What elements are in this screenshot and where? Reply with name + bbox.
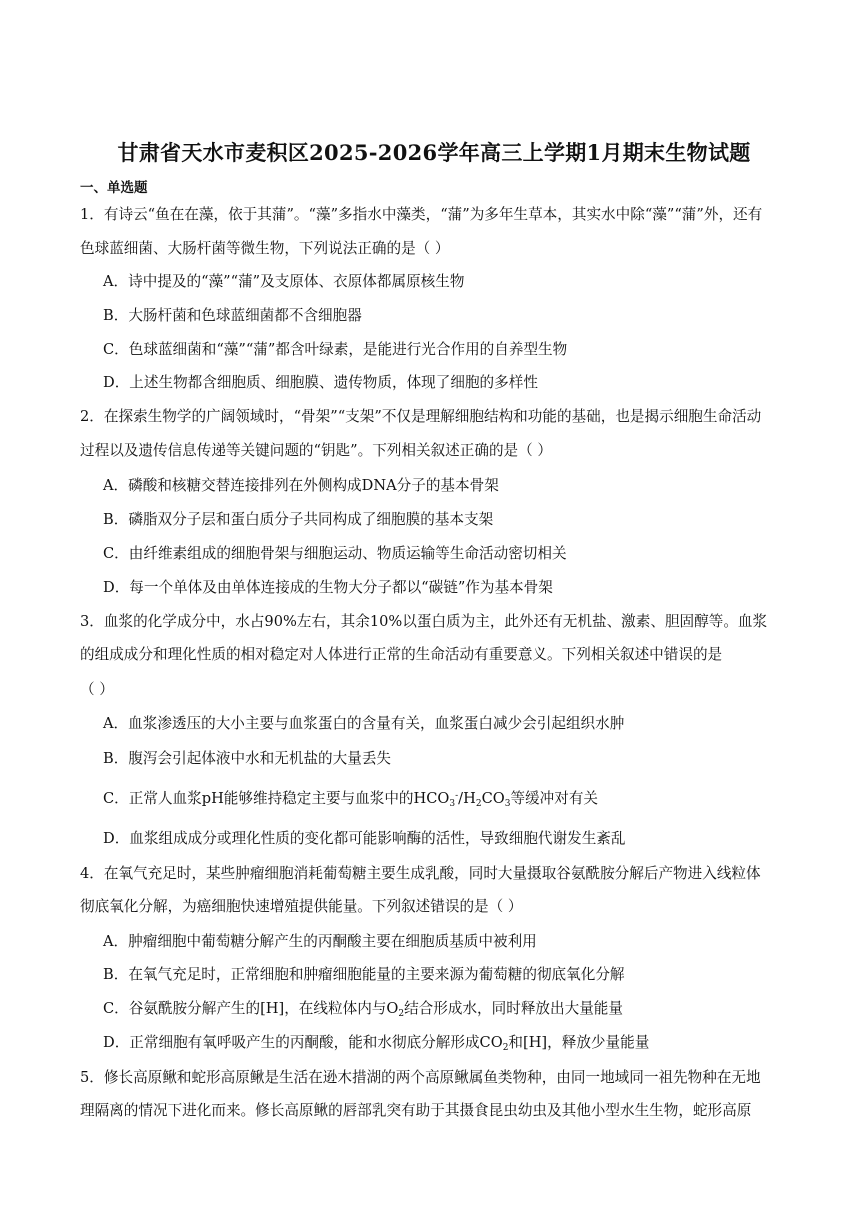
question-4-option-a: A．肿瘤细胞中葡萄糖分解产生的丙酮酸主要在细胞质基质中被利用 — [103, 933, 537, 950]
question-3-option-a: A．血浆渗透压的大小主要与血浆蛋白的含量有关，血浆蛋白减少会引起组织水肿 — [103, 715, 625, 732]
question-2-option-c: C．由纤维素组成的细胞骨架与细胞运动、物质运输等生命活动密切相关 — [103, 545, 567, 562]
question-2-option-b: B．磷脂双分子层和蛋白质分子共同构成了细胞膜的基本支架 — [103, 511, 494, 528]
question-1-option-a: A．诗中提及的“藻”“蒲”及支原体、衣原体都属原核生物 — [103, 273, 465, 290]
question-3-line-3: （ ） — [80, 681, 114, 698]
question-5-line-2: 理隔离的情况下进化而来。修长高原鳅的唇部乳突有助于其摄食昆虫幼虫及其他小型水生生物，蛇形高原 — [80, 1102, 752, 1119]
question-4-option-b: B．在氧气充足时，正常细胞和肿瘤细胞能量的主要来源为葡萄糖的彻底氧化分解 — [103, 966, 625, 983]
page-title: 甘肃省天水市麦积区2025-2026学年高三上学期1月期末生物试题 — [117, 140, 751, 165]
question-3-option-b: B．腹泻会引起体液中水和无机盐的大量丢失 — [103, 750, 392, 767]
question-1-option-c: C．色球蓝细菌和“藻”“蒲”都含叶绿素，是能进行光合作用的自养型生物 — [103, 341, 568, 358]
question-2-line-2: 过程以及遗传信息传递等关键问题的“钥匙”。下列相关叙述正确的是（ ） — [80, 442, 552, 459]
question-3-option-d: D．血浆组成成分或理化性质的变化都可能影响酶的活性，导致细胞代谢发生紊乱 — [103, 830, 626, 847]
question-2-line-1: 2．在探索生物学的广阔领域时，“骨架”“支架”不仅是理解细胞结构和功能的基础，也是揭示细胞生命活动 — [80, 408, 762, 425]
question-3-line-1: 3．血浆的化学成分中，水占90%左右，其余10%以蛋白质为主，此外还有无机盐、激素、胆固醇等。血浆 — [80, 613, 768, 630]
question-4-line-2: 彻底氧化分解，为癌细胞快速增殖提供能量。下列叙述错误的是（ ） — [80, 898, 523, 915]
question-1-line-2: 色球蓝细菌、大肠杆菌等微生物，下列说法正确的是（ ） — [80, 240, 450, 257]
question-2-option-d: D．每一个单体及由单体连接成的生物大分子都以“碳链”作为基本骨架 — [103, 579, 553, 596]
question-1-option-d: D．上述生物都含细胞质、细胞膜、遗传物质，体现了细胞的多样性 — [103, 374, 538, 391]
question-4-option-c: C．谷氨酰胺分解产生的[H]，在线粒体内与$O_2$结合形成水，同时释放出大量能量 — [103, 1000, 623, 1019]
question-1-line-1: 1．有诗云“鱼在在藻，依于其蒲”。“藻”多指水中藻类，“蒲”为多年生草本，其实水中除“藻”“蒲”外，还有 — [80, 206, 763, 223]
section-heading: 一、单选题 — [80, 180, 148, 196]
question-3-option-c: C．正常人血浆pH能够维持稳定主要与血浆中的$HCO_3^-/H_2CO_3$等缓冲对有关 — [103, 790, 599, 809]
question-1-option-b: B．大肠杆菌和色球蓝细菌都不含细胞器 — [103, 307, 362, 324]
question-4-line-1: 4．在氧气充足时，某些肿瘤细胞消耗葡萄糖主要生成乳酸，同时大量摄取谷氨酰胺分解后产物进入线粒体 — [80, 865, 761, 882]
question-3-line-2: 的组成成分和理化性质的相对稳定对人体进行正常的生命活动有重要意义。下列相关叙述中错误的是 — [80, 646, 723, 663]
question-2-option-a: A．磷酸和核糖交替连接排列在外侧构成DNA分子的基本骨架 — [103, 477, 499, 494]
question-5-line-1: 5．修长高原鳅和蛇形高原鳅是生活在逊木措湖的两个高原鳅属鱼类物种，由同一地域同一祖先物种在无地 — [80, 1069, 761, 1086]
question-4-option-d: D．正常细胞有氧呼吸产生的丙酮酸，能和水彻底分解形成$CO_2$和[H]，释放少量能量 — [103, 1034, 650, 1053]
